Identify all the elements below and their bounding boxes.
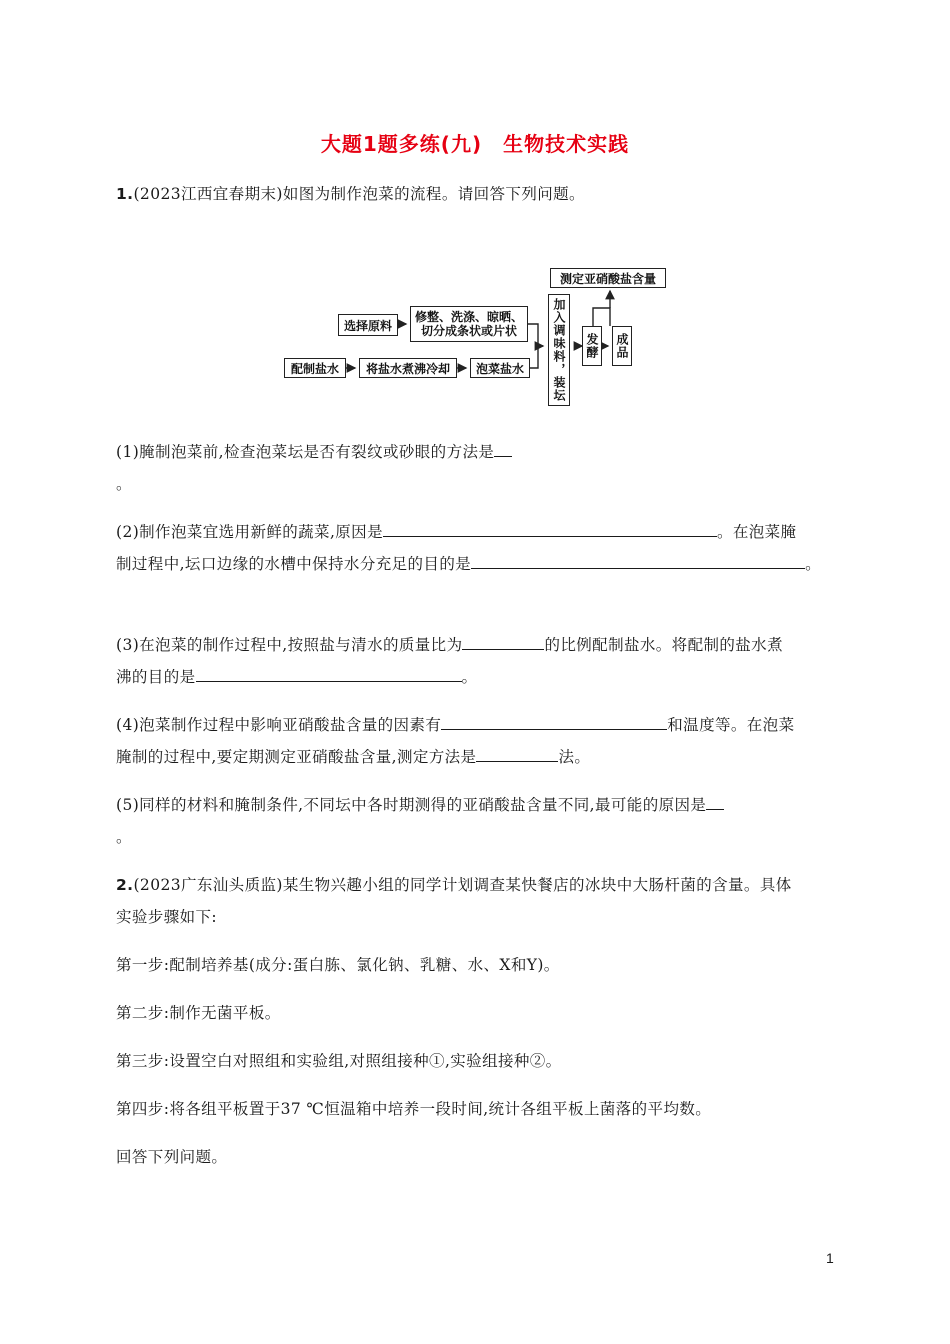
q2-step2: 第二步:制作无菌平板。: [116, 1004, 281, 1022]
q1-part5: [116, 793, 724, 815]
flow-measure-box: 测定亚硝酸盐含量: [550, 268, 666, 288]
q1-part1: [116, 440, 512, 462]
q2-step3: 第三步:设置空白对照组和实验组,对照组接种①,实验组接种②。: [116, 1052, 562, 1070]
page-number: 1: [826, 1250, 834, 1266]
q2-intro-line1: [116, 873, 792, 895]
flow-boil-box: 将盐水煮沸冷却: [359, 358, 457, 378]
answer-blank[interactable]: [476, 747, 558, 762]
q2-step1: 第一步:配制培养基(成分:蛋白胨、氯化钠、乳糖、水、X和Y)。: [116, 956, 560, 974]
q1-part4-text-b: 和温度等。在泡菜: [667, 716, 795, 734]
q2-intro1: (2023广东汕头质监)某生物兴趣小组的同学计划调查某快餐店的冰块中大肠杆菌的含量。具体: [133, 876, 792, 894]
q1-part5-text: (5)同样的材料和腌制条件,不同坛中各时期测得的亚硝酸盐含量不同,最可能的原因是: [116, 796, 707, 814]
flow-add-seasoning-box: 加入调味料，装坛: [548, 294, 570, 406]
q1-part3-text-c: 沸的目的是: [116, 668, 196, 686]
answer-blank[interactable]: [441, 715, 667, 730]
answer-blank[interactable]: [706, 795, 724, 810]
q1-part3-text-a: (3)在泡菜的制作过程中,按照盐与清水的质量比为: [116, 636, 463, 654]
q1-part2-line1: [116, 520, 797, 542]
answer-blank[interactable]: [383, 522, 717, 537]
flow-trim-line2: 切分成条状或片状: [420, 324, 517, 338]
q2-step4: 第四步:将各组平板置于37 ℃恒温箱中培养一段时间,统计各组平板上菌落的平均数。: [116, 1100, 712, 1118]
flow-trim-box: [410, 306, 528, 342]
q1-part2-text-c: 制过程中,坛口边缘的水槽中保持水分充足的目的是: [116, 555, 472, 573]
q1-part1-end: 。: [116, 475, 132, 493]
flow-pickle-brine-box: 泡菜盐水: [470, 358, 530, 378]
q1-number: 1.: [116, 185, 134, 203]
q1-part2-text-d: 。: [805, 555, 822, 573]
q1-part4-text-a: (4)泡菜制作过程中影响亚硝酸盐含量的因素有: [116, 716, 442, 734]
q1-part4-text-c: 腌制的过程中,要定期测定亚硝酸盐含量,测定方法是: [116, 748, 477, 766]
q1-part3-line2: [116, 665, 477, 687]
flow-product-box: 成品: [612, 326, 632, 366]
flow-trim-line1: 修整、洗涤、晾晒、: [414, 310, 523, 324]
answer-blank[interactable]: [462, 635, 544, 650]
q2-answer-prompt: 回答下列问题。: [116, 1148, 228, 1166]
q1-part4-line1: [116, 713, 794, 735]
q1-part2-line2: [116, 552, 821, 574]
flow-ferment-box: 发酵: [582, 326, 602, 366]
q1-part3-text-b: 的比例配制盐水。将配制的盐水煮: [544, 636, 783, 654]
pickle-flowchart: [280, 262, 680, 412]
q1-part3-text-d: 。: [461, 668, 478, 686]
flow-select-box: 选择原料: [338, 314, 398, 336]
q1-part5-end: 。: [116, 828, 132, 846]
q2-intro-line2: 实验步骤如下:: [116, 908, 218, 926]
q1-part2-text-a: (2)制作泡菜宜选用新鲜的蔬菜,原因是: [116, 523, 383, 541]
q1-part3-line1: [116, 633, 783, 655]
answer-blank[interactable]: [471, 554, 805, 569]
q1-intro-line: [116, 182, 585, 204]
q1-part2-text-b: 。在泡菜腌: [716, 523, 797, 541]
page-title: 大题1题多练(九) 生物技术实践: [320, 132, 630, 156]
q1-part4-line2: [116, 745, 590, 767]
flow-brine-box: 配制盐水: [284, 358, 346, 378]
q1-part4-text-d: 法。: [558, 748, 591, 766]
answer-blank[interactable]: [494, 442, 512, 457]
answer-blank[interactable]: [196, 667, 462, 682]
q2-number: 2.: [116, 876, 134, 894]
q1-part1-text: (1)腌制泡菜前,检查泡菜坛是否有裂纹或砂眼的方法是: [116, 443, 495, 461]
q1-intro: (2023江西宜春期末)如图为制作泡菜的流程。请回答下列问题。: [133, 185, 585, 203]
